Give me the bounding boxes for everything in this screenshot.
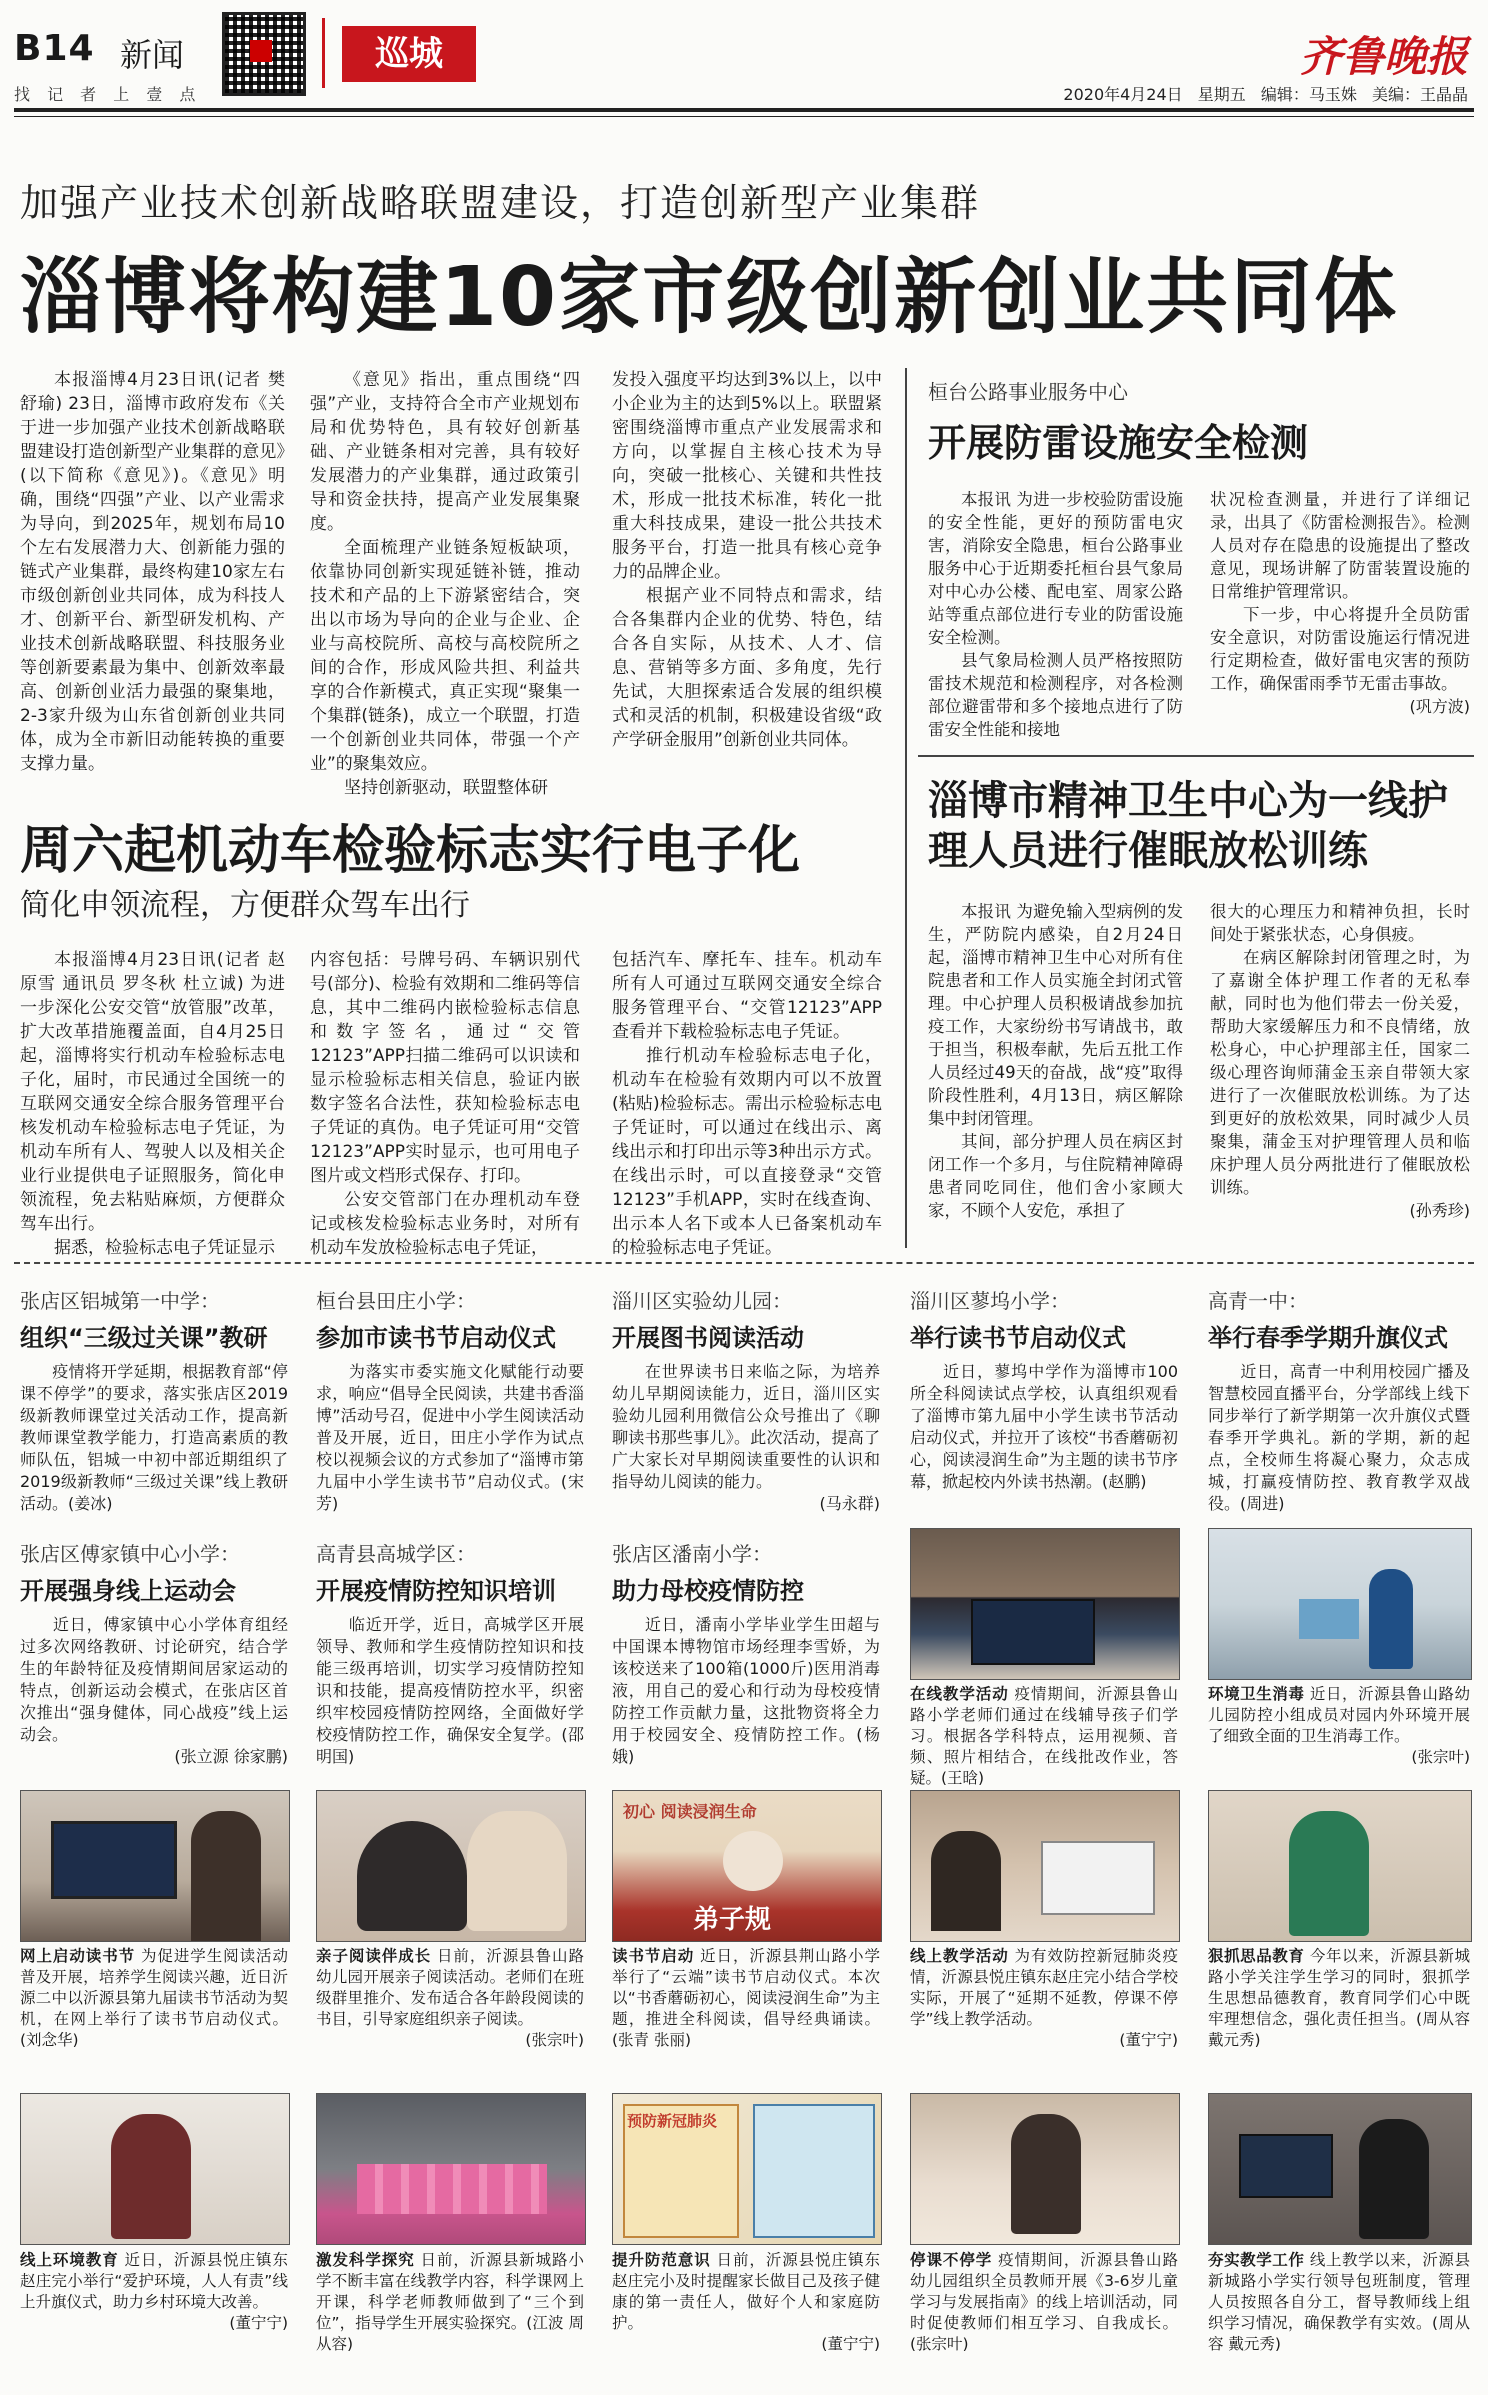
caption-title: 在线教学活动 [910, 1685, 1009, 1703]
brief-kicker: 张店区铝城第一中学： [20, 1289, 220, 1313]
caption-text: 日前，沂源县悦庄镇东赵庄完小及时提醒家长做目己及孩子健康的第一责任人，做好个人和家庭防护。 [612, 2251, 880, 2332]
hypnosis-paragraph: 本报讯 为避免输入型病例的发生，严防院内感染，自2月24日起，淄博市精神卫生中心对所有住院患者和工作人员实施全封闭式管理。中心护理人员积极请战参加抗疫工作，大家纷纷书写请战书，敢于担当，积极奉献，先后五批工作人员经过49天的奋战，战“疫”取得阶段性胜利，4月13日，病区解除集中封闭管理。 [928, 902, 1183, 1128]
photo-reading-festival-launch [612, 1790, 882, 1942]
child-face [723, 1831, 783, 1891]
caption-text: 为有效防控新冠肺炎疫情，沂源县悦庄镇东赵庄完小结合学校实际，开展了“延期不延教，停课不停学”线上教学活动。 [910, 1947, 1178, 2028]
hypnosis-paragraph: 其间，部分护理人员在病区封闭工作一个多月，与住院精神障碍患者同吃同住，他们舍小家顾大家，不顾个人安危，承担了 [928, 1132, 1183, 1220]
photo-caption [910, 1946, 1178, 2051]
brief-kicker: 高青一中： [1208, 1289, 1308, 1313]
caption-text: 近日，沂源县悦庄镇东赵庄完小举行“爱护环境，人人有责”线上升旗仪式，助力乡村环境大改善。 [20, 2251, 288, 2311]
brief-text: 为落实市委实施文化赋能行动要求，响应“倡导全民阅读，共建书香淄博”活动号召，促进中小学生阅读活动普及开展，近日，田庄小学作为试点校以视频会议的方式参加了“淄博市第九届中小学生读书节”启动仪式。(宋芳) [316, 1362, 584, 1513]
caption-title: 停课不停学 [910, 2251, 993, 2269]
brief-item [612, 1538, 880, 1768]
photo-environment-education [20, 2093, 290, 2245]
brief-text: 近日，傅家镇中心小学体育组经过多次网络教研、讨论研究，结合学生的年龄特征及疫情期间居家运动的特点，创新运动会模式，在张店区首次推出“强身健体，同心战疫”线上运动会。 (张立源 徐家鹏) [20, 1615, 288, 1766]
editor: 编辑：马玉姝 [1260, 85, 1357, 104]
photo-caption [910, 1684, 1178, 1789]
lightning-paragraph: 状况检查测量，并进行了详细记录，出具了《防雷检测报告》。检测人员对存在隐患的设施提出了整改意见，现场讲解了防雷装置设施的日常维护管理常识。 [1210, 490, 1470, 601]
photo-teaching-work [1208, 2093, 1472, 2245]
teacher-figure [1359, 2119, 1429, 2239]
brief-item [20, 1285, 288, 1515]
lightning-byline: (巩方波) [1409, 697, 1470, 716]
photo-prevention-poster [612, 2093, 882, 2245]
vehicle-headline: 周六起机动车检验标志实行电子化 [20, 821, 801, 881]
brief-headline: 举行春季学期升旗仪式 [1208, 1324, 1448, 1352]
newspaper-logo: 齐鲁晚报 [1299, 32, 1468, 81]
date: 2020年4月24日 [1063, 85, 1183, 104]
column-tag: 巡城 [342, 26, 476, 82]
photo-teacher-training [910, 2093, 1180, 2245]
caption-title: 提升防范意识 [612, 2251, 711, 2269]
weekday: 星期五 [1197, 85, 1246, 104]
caption-signature: (张宗叶) [525, 2031, 584, 2049]
photo-caption [1208, 1684, 1470, 1768]
brief-kicker: 淄川区实验幼儿园： [612, 1289, 792, 1313]
vehicle-paragraph: 内容包括：号牌号码、车辆识别代号(部分)、检验有效期和二维码等信息，其中二维码内嵌检验标志信息和数字签名，通过“交管12123”APP扫描二维码可以识读和显示检验标志相关信息，验证内嵌数字签名合法性，获知检验标志电子凭证的真伪。电子凭证可用“交管12123”APP实时显示，也可用电子图片或文档形式保存、打印。 [310, 950, 580, 1186]
photo-caption [612, 2250, 880, 2355]
vehicle-col-3 [612, 948, 882, 1260]
section-name: 新闻 [120, 36, 185, 74]
monitor-icon [51, 1821, 177, 1899]
vehicle-col-1 [20, 948, 285, 1260]
brief-item [1208, 1285, 1470, 1515]
brief-headline: 开展强身线上运动会 [20, 1577, 236, 1605]
masthead-rule [14, 108, 1474, 112]
page-number: B14 [14, 28, 95, 69]
caption-signature: (董宁宁) [1119, 2031, 1178, 2049]
slogan: 找 记 者 上 壹 点 [14, 85, 202, 104]
lead-paragraph: 《意见》指出，重点围绕“四强”产业，支持符合全市产业规划布局和优势特色，具有较好创新基础、产业链条相对完善，具有较好发展潜力的产业集群，通过政策引导和资金扶持，提高产业发展集聚度。 [310, 370, 580, 534]
masthead-rule-thin [14, 116, 1474, 117]
brief-headline: 开展图书阅读活动 [612, 1324, 804, 1352]
photo-online-class [910, 1790, 1180, 1942]
brief-kicker: 高青县高城学区： [316, 1542, 476, 1566]
banner-text: 初心 阅读浸润生命 [623, 1802, 757, 1821]
person-figure [1369, 1569, 1413, 1669]
lead-paragraph: 全面梳理产业链条短板缺项，依靠协同创新实现延链补链，推动技术和产品的上下游紧密结合，突出以市场为导向的企业与企业、企业与高校院所、高校与高校院所之间的合作，形成风险共担、利益共享的合作新模式，真正实现“聚集一个集群(链条)，成立一个联盟，打造一个创新创业共同体，带强一个产业”的聚集效应。 [310, 538, 580, 774]
child-figure [931, 1831, 1001, 1931]
brief-text: 近日，潘南小学毕业学生田超与中国课本博物馆市场经理李雪娇，为该校送来了100箱(1000斤)医用消毒液，用自己的爱心和行动为母校疫情防控工作贡献力量，这批物资将全力用于校园安全、疫情防控工作。(杨娥) [612, 1615, 880, 1766]
door-icon [1299, 1599, 1359, 1639]
hypnosis-col-1 [928, 900, 1183, 1222]
caption-text: 日前，沂源县新城路小学不断丰富在线教学内容，科学课网上开课，科学老师教师做到了“三个到位”，指导学生开展实验探究。(江波 周从容) [316, 2251, 584, 2353]
caption-title: 线上教学活动 [910, 1947, 1009, 1965]
caption-signature: (张宗叶) [1411, 1748, 1470, 1766]
vehicle-paragraph: 公安交管部门在办理机动车登记或核发检验标志业务时，对所有机动车发放检验标志电子凭证， [310, 1190, 580, 1258]
caption-title: 夯实教学工作 [1208, 2251, 1305, 2269]
experiment-strips [357, 2164, 547, 2214]
caption-text: 近日，沂源县荆山路小学举行了“云端”读书节启动仪式。本次以“书香蘑砺初心，阅读浸润生命”为主题，推进全科阅读，倡导经典诵读。(张青 张丽) [612, 1947, 880, 2049]
child-figure [1289, 1811, 1369, 1936]
photo-caption [910, 2250, 1178, 2355]
hypnosis-paragraph: 很大的心理压力和精神负担，长时间处于紧张状态，心身俱疲。 [1210, 902, 1470, 944]
photo-caption [20, 2250, 288, 2334]
brief-headline: 助力母校疫情防控 [612, 1577, 804, 1605]
lightning-col-1 [928, 488, 1183, 741]
book-text: 弟子规 [693, 1905, 772, 1935]
caption-signature: (董宁宁) [821, 2335, 880, 2353]
child-figure [191, 1811, 261, 1941]
caption-text: 今年以来，沂源县新城路小学关注学生学习的同时，狠抓学生思想品德教育，教育同学们心中既牢理想信念，强化责任担当。(周从容 戴元秀) [1208, 1947, 1470, 2049]
hypnosis-paragraph: 在病区解除封闭管理之时，为了嘉谢全体护理工作者的无私奉献，同时也为他们带去一份关爱，帮助大家缓解压力和不良情绪，放松身心，中心护理部主任，国家二级心理咨询师蒲金玉亲自带领大家进行了一次催眠放松训练。为了达到更好的放松效果，同时减少人员聚集，蒲金玉对护理管理人员和临床护理人员分两批进行了催眠放松训练。 [1210, 948, 1470, 1197]
brief-item [612, 1285, 880, 1515]
brief-item [20, 1538, 288, 1768]
lightning-headline: 开展防雷设施安全检测 [928, 421, 1309, 465]
lead-subhead: 加强产业技术创新战略联盟建设，打造创新型产业集群 [20, 181, 981, 225]
vehicle-subhead: 简化申领流程，方便群众驾车出行 [20, 888, 470, 923]
poster-text: 预防新冠肺炎 [627, 2112, 718, 2130]
lead-col-3 [612, 368, 882, 752]
hypnosis-headline: 淄博市精神卫生中心为一线护理人员进行催眠放松训练 [928, 778, 1448, 874]
caption-signature: (董宁宁) [229, 2314, 288, 2332]
brief-text: 临近开学，近日，高城学区开展领导、教师和学生疫情防控知识和技能三级再培训，切实学习疫情防控知识和技能，提高疫情防控水平，织密织牢校园疫情防控网络，全面做好学校疫情防控工作，确保安全复学。(邵明国) [316, 1615, 584, 1766]
lead-paragraph: 发投入强度平均达到3%以上，以中小企业为主的达到5%以上。联盟紧密围绕淄博市重点产业发展需求和方向，以掌握自主核心技术为导向，突破一批核心、关键和共性技术，形成一批技术标准，转化一批重大科技成果，建设一批公共技术服务平台，打造一批具有核心竞争力的品牌企业。 [612, 370, 882, 582]
monitor-icon [1239, 2134, 1333, 2198]
photo-online-teaching [910, 1528, 1180, 1680]
briefs-divider [14, 1262, 1474, 1264]
caption-title: 亲子阅读伴成长 [316, 1947, 432, 1965]
lead-col-1 [20, 368, 285, 776]
photo-caption [20, 1946, 288, 2051]
caption-title: 狠抓思品教育 [1208, 1947, 1305, 1965]
brief-headline: 组织“三级过关课”教研 [20, 1324, 268, 1352]
lead-paragraph: 坚持创新驱动，联盟整体研 [344, 778, 548, 798]
hypnosis-byline: (孙秀珍) [1409, 1201, 1470, 1220]
photo-reading-festival-online [20, 1790, 290, 1942]
brief-kicker: 淄川区蓼坞小学： [910, 1289, 1070, 1313]
caption-title: 网上启动读书节 [20, 1947, 136, 1965]
qr-logo-icon [250, 40, 272, 62]
photo-disinfection [1208, 1528, 1472, 1680]
caption-text: 日前，沂源县鲁山路幼儿园开展亲子阅读活动。老师们在班级群里推介、发布适合各年龄段阅读的书目，引导家庭组织亲子阅读。 [316, 1947, 584, 2028]
brief-headline: 开展疫情防控知识培训 [316, 1577, 556, 1605]
screen-icon [1041, 1841, 1155, 1915]
photo-caption [1208, 2250, 1470, 2355]
photo-science-experiment [316, 2093, 586, 2245]
brief-item [910, 1285, 1178, 1493]
lead-headline: 淄博将构建10家市级创新创业共同体 [20, 250, 1399, 345]
lightning-col-2 [1210, 488, 1470, 718]
section-divider [918, 755, 1474, 757]
brief-text: 近日，高青一中利用校园广播及智慧校园直播平台，分学部线上线下同步举行了新学期第一次升旗仪式暨春季开学典礼。新的学期，新的起点，全校师生将凝心聚力，众志成城，打赢疫情防控、教育教学双战役。(周进) [1208, 1362, 1470, 1513]
dateline [1063, 82, 1468, 105]
caption-title: 线上环境教育 [20, 2251, 119, 2269]
caption-text: 近日，沂源县鲁山路幼儿园防控小组成员对园内外环境开展了细致全面的卫生消毒工作。 [1208, 1685, 1470, 1745]
caption-title: 环境卫生消毒 [1208, 1685, 1305, 1703]
photo-caption [1208, 1946, 1470, 2051]
lead-paragraph: 根据产业不同特点和需求，结合各集群内企业的优势、特色，结合各自实际，从技术、人才、信息、营销等多方面、多角度，先行先试，大胆探索适合发展的组织模式和灵活的机制，积极建设省级“政产学研金服用”创新创业共同体。 [612, 586, 882, 750]
photo-parent-child-reading [316, 1790, 586, 1942]
laptop-icon [971, 1599, 1095, 1665]
caption-text: 为促进学生阅读活动普及开展，培养学生阅读兴趣，近日沂源二中以沂源县第九届读书节活动为契机，在网上举行了读书节启动仪式。(刘念华) [20, 1947, 288, 2049]
brief-signature: (马永群) [819, 1494, 880, 1513]
brief-kicker: 桓台县田庄小学： [316, 1289, 476, 1313]
vehicle-paragraph: 据悉，检验标志电子凭证显示 [54, 1238, 275, 1258]
lightning-paragraph: 本报讯 为进一步校验防雷设施的安全性能，更好的预防雷电灾害，消除安全隐患，桓台公路事业服务中心于近期委托桓台县气象局对中心办公楼、配电室、周家公路站等重点部位进行专业的防雷设施安全检测。 [928, 490, 1183, 647]
designer: 美编：王晶晶 [1371, 85, 1468, 104]
teacher-figure [1011, 2114, 1081, 2234]
brief-headline: 举行读书节启动仪式 [910, 1324, 1126, 1352]
brief-text: 近日，蓼坞中学作为淄博市100所全科阅读试点学校，认真组织观看了淄博市第九届中小学生读书节活动启动仪式，并拉开了该校“书香蘑砺初心，阅读浸润生命”为主题的读书节序幕，掀起校内外读书热潮。(赵鹏) [910, 1362, 1178, 1491]
photo-caption [612, 1946, 880, 2051]
brief-item [316, 1538, 584, 1768]
lightning-paragraph: 下一步，中心将提升全员防雷安全意识，对防雷设施运行情况进行定期检查，做好雷电灾害的预防工作，确保雷雨季节无雷击事故。 [1210, 605, 1470, 693]
vehicle-paragraph: 本报淄博4月23日讯(记者 赵原雪 通讯员 罗冬秋 杜立诚) 为进一步深化公安交管“放管服”改革，扩大改革措施覆盖面，自4月25日起，淄博将实行机动车检验标志电子化，届时，市民通过全国统一的互联网交通安全综合服务管理平台核发机动车检验标志电子凭证，为机动车所有人、驾驶人以及相关企业行业提供电子证照服务，简化申领流程，免去粘贴麻烦，方便群众驾车出行。 [20, 950, 285, 1234]
child-figure [111, 2114, 191, 2239]
caption-text: 线上教学以来，沂源县新城路小学实行领导包班制度，管理人员按照各自分工，督导教师线上组织学习情况，确保教学有实效。(周从容 戴元秀) [1208, 2251, 1470, 2353]
brief-text: 疫情将开学延期，根据教育部“停课不停学”的要求，落实张店区2019级新教师课堂过关活动工作，提高新教师课堂教学能力，打造高素质的教师队伍，铝城一中初中部近期组织了2019级新教师“三级过关课”线上教研活动。(姜冰) [20, 1362, 288, 1513]
vehicle-paragraph: 包括汽车、摩托车、挂车。机动车所有人可通过互联网交通安全综合服务管理平台、“交管12123”APP查看并下载检验标志电子凭证。 [612, 950, 882, 1042]
lightning-kicker: 桓台公路事业服务中心 [928, 380, 1128, 404]
poster-right [753, 2104, 875, 2238]
caption-title: 读书节启动 [612, 1947, 695, 1965]
photo-caption [316, 1946, 584, 2051]
vehicle-col-2 [310, 948, 580, 1260]
caption-text: 疫情期间，沂源县鲁山路小学老师们通过在线辅导孩子们学习。根据各学科特点，运用视频、音频、照片相结合，在线批改作业，答疑。(王晗) [910, 1685, 1178, 1787]
caption-text: 疫情期间，沂源县鲁山路幼儿园组织全员教师开展《3-6岁儿童学习与发展指南》的线上培训活动，同时促使教师们相互学习、自我成长。(张宗叶) [910, 2251, 1178, 2353]
lightning-paragraph: 县气象局检测人员严格按照防雷技术规范和检测程序，对各检测部位避雷带和多个接地点进行了防雷安全性能和接地 [928, 651, 1183, 739]
tag-bar [322, 18, 325, 88]
photo-moral-education [1208, 1790, 1472, 1942]
column-divider [905, 368, 907, 1248]
brief-item [316, 1285, 584, 1515]
hypnosis-col-2 [1210, 900, 1470, 1222]
parent-figure [467, 1811, 567, 1931]
vehicle-paragraph: 推行机动车检验标志电子化，机动车在检验有效期内可以不放置(粘贴)检验标志。需出示检验标志电子凭证时，可以通过在线出示、离线出示和打印出示等3种出示方式。在线出示时，可以直接登录“交管12123”手机APP，实时在线查询、出示本人名下或本人已备案机动车的检验标志电子凭证。 [612, 1046, 882, 1258]
brief-text: 在世界读书日来临之际，为培养幼儿早期阅读能力，近日，淄川区实验幼儿园利用微信公众号推出了《聊聊读书那些事儿》。此次活动，提高了广大家长对早期阅读重要性的认识和指导幼儿阅读的能力。 (马永群) [612, 1362, 880, 1513]
brief-kicker: 张店区潘南小学： [612, 1542, 772, 1566]
brief-signature: (张立源 徐家鹏) [174, 1747, 288, 1766]
caption-title: 激发科学探究 [316, 2251, 415, 2269]
brief-kicker: 张店区傅家镇中心小学： [20, 1542, 240, 1566]
photo-caption [316, 2250, 584, 2355]
child-figure [357, 1821, 467, 1931]
lead-paragraph: 本报淄博4月23日讯(记者 樊舒瑜) 23日，淄博市政府发布《关于进一步加强产业技术创新战略联盟建设打造创新型产业集群的意见》(以下简称《意见》)。《意见》明确，围绕“四强”产业、以产业需求为导向，到2025年，规划布局10个左右发展潜力大、创新能力强的链式产业集群，最终构建10家左右市级创新创业共同体，成为科技人才、创新平台、新型研发机构、产业技术创新战略联盟、科技服务业等创新要素最为集中、创新效率最高、创新创业活力最强的聚集地，2-3家升级为山东省创新创业共同体，成为全市新旧动能转换的重要支撑力量。 [20, 370, 285, 774]
brief-headline: 参加市读书节启动仪式 [316, 1324, 556, 1352]
lead-col-2 [310, 368, 580, 800]
